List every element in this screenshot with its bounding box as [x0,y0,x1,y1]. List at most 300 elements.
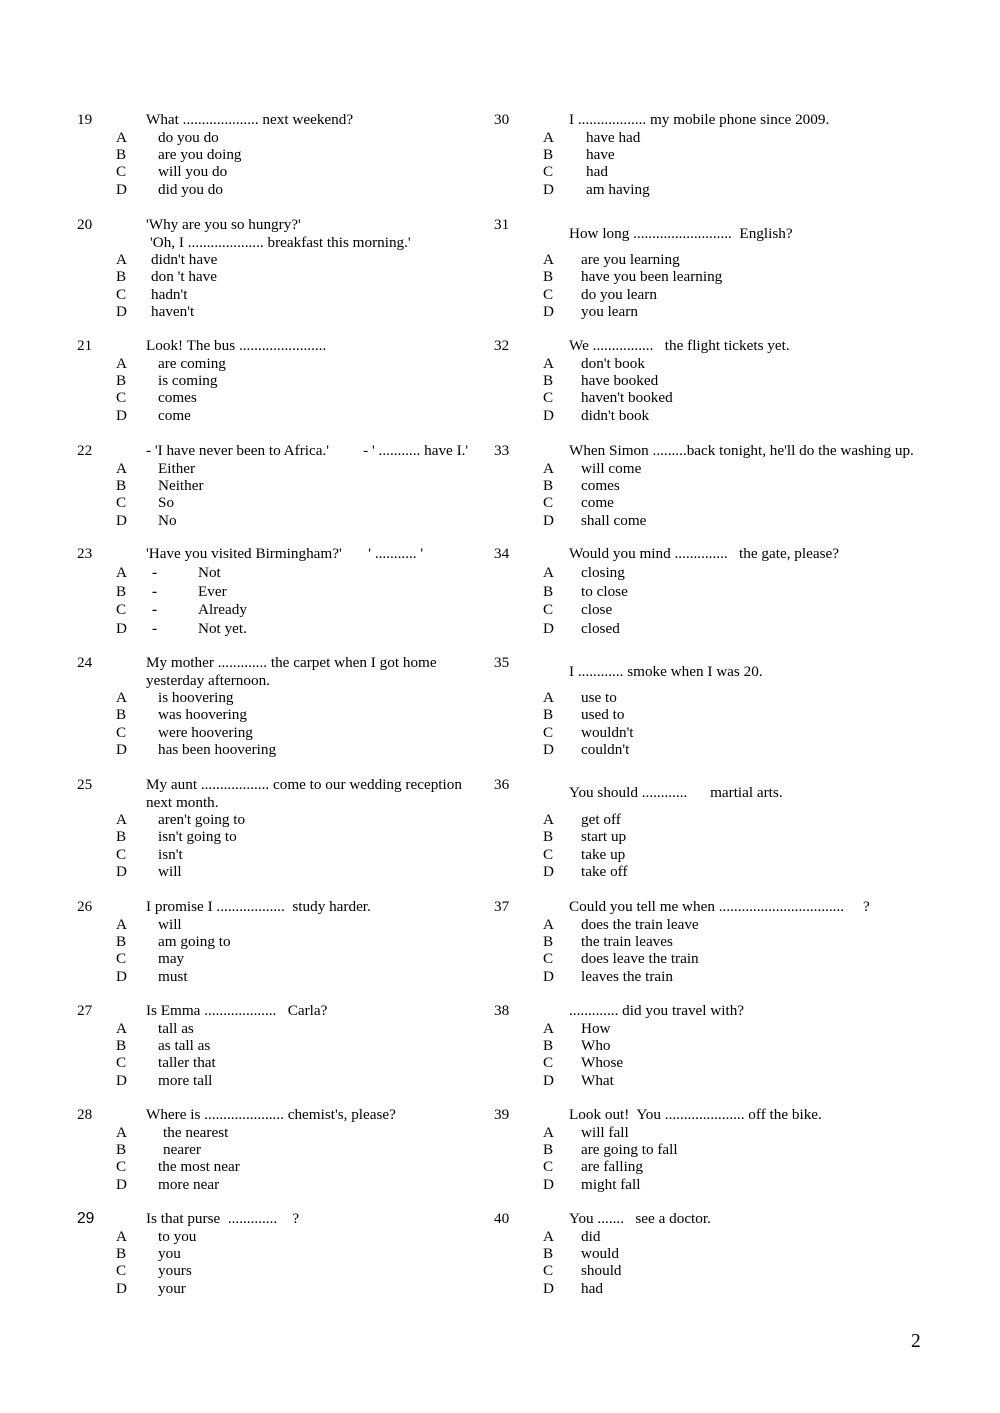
answer-option-a [77,1124,487,1141]
answer-option-a [494,129,914,146]
left-column [77,0,487,1320]
option-text: you [158,1245,181,1263]
option-letter: B [116,828,127,846]
answer-option-b [494,1245,914,1262]
option-letter: D [116,741,127,759]
option-letter: D [543,619,554,637]
option-letter: A [543,564,554,582]
option-text: will fall [581,1123,629,1141]
option-text: the nearest [163,1123,229,1141]
answer-option-a [494,355,914,372]
option-letter: C [116,163,127,181]
question-20 [77,216,487,326]
option-text: does the train leave [581,915,699,933]
answer-option-b [77,828,487,845]
question-number: 30 [494,111,510,129]
option-text: wouldn't [581,723,634,741]
option-text: Not yet. [198,619,247,637]
question-38 [494,1002,914,1112]
option-text: were hoovering [158,723,253,741]
option-text: closed [581,619,620,637]
option-letter: C [116,723,127,741]
option-text: your [158,1279,186,1297]
option-text: will come [581,459,642,477]
question-stem: I promise I .................. study harder. [146,898,371,916]
option-letter: B [116,1141,127,1159]
answer-option-c [77,286,487,303]
option-text: was hoovering [158,706,247,724]
option-letter: D [543,180,554,198]
question-number: 19 [77,111,93,129]
option-text: Neither [158,477,204,495]
answer-option-a [77,1020,487,1037]
question-stem: Could you tell me when ................................. ? [569,898,870,916]
option-letter: B [116,582,127,600]
answer-option-a [494,251,914,268]
question-37 [494,898,914,1008]
option-letter: C [543,723,554,741]
option-letter: A [116,128,127,146]
option-letter: D [116,406,127,424]
question-number: 25 [77,776,93,794]
option-text: shall come [581,511,647,529]
option-text: did you do [158,180,223,198]
question-stem: 'Why are you so hungry?' [146,216,301,234]
option-letter: A [543,354,554,372]
question-number: 37 [494,898,510,916]
question-stem: You should ............ martial arts. [569,784,783,802]
option-letter: A [543,1123,554,1141]
option-text: will you do [158,163,228,181]
option-dash: - [152,601,158,619]
option-letter: C [116,389,127,407]
option-text: don't book [581,354,645,372]
answer-option-d [494,303,914,320]
option-dash: - [152,564,158,582]
question-stem: You ....... see a doctor. [569,1210,711,1228]
option-letter: B [116,933,127,951]
option-letter: B [116,268,127,286]
answer-option-a [77,460,487,477]
option-letter: B [543,582,554,600]
question-stem: - 'I have never been to Africa.' - ' ........... have I.' [146,442,469,460]
option-text: leaves the train [581,967,673,985]
question-number: 34 [494,545,510,563]
answer-option-c [494,1054,914,1071]
question-stem: ............. did you travel with? [569,1002,745,1020]
option-letter: B [116,477,127,495]
answer-option-b [77,1141,487,1158]
answer-option-a [77,355,487,372]
answer-option-d [494,407,914,424]
option-text: am having [586,180,650,198]
option-text: haven't [151,303,195,321]
option-text: comes [581,477,620,495]
question-32 [494,337,914,447]
question-stem: Look out! You ..................... off the bike. [569,1106,822,1124]
page-number: 2 [911,1331,921,1352]
right-column [494,0,914,1320]
option-letter: B [543,1141,554,1159]
question-19 [77,111,487,221]
question-33 [494,442,914,552]
option-text: does leave the train [581,950,699,968]
option-text: are coming [158,354,226,372]
option-letter: C [543,601,554,619]
option-letter: C [116,845,127,863]
option-text: come [581,494,614,512]
answer-option-b [494,1141,914,1158]
option-letter: A [116,915,127,933]
question-number: 35 [494,654,510,672]
option-letter: A [543,689,554,707]
question-stem: Where is ..................... chemist's, please? [146,1106,396,1124]
answer-option-b [494,828,914,845]
answer-option-a [494,460,914,477]
option-text: do you do [158,128,219,146]
question-29 [77,1210,487,1320]
option-letter: A [116,1227,127,1245]
answer-option-d [77,407,487,424]
option-letter: A [543,811,554,829]
option-text: had [586,163,608,181]
question-stem: Is that purse ............. ? [146,1210,300,1228]
option-text: get off [581,811,621,829]
option-text: should [581,1262,622,1280]
answer-option-c [77,494,487,511]
option-text: Who [581,1037,611,1055]
option-text: Whose [581,1054,624,1072]
option-text: comes [158,389,197,407]
question-30 [494,111,914,221]
option-letter: C [543,1158,554,1176]
question-34 [494,545,914,655]
answer-option-d [77,1280,487,1297]
option-letter: B [543,1037,554,1055]
option-letter: B [543,706,554,724]
question-24 [77,654,487,764]
option-text: will [158,863,182,881]
option-text: as tall as [158,1037,211,1055]
question-number: 21 [77,337,93,355]
answer-option-b [494,583,914,600]
question-22 [77,442,487,552]
option-letter: A [543,1227,554,1245]
option-text: to you [158,1227,197,1245]
question-stem: My aunt .................. come to our wedding reception [146,776,462,794]
answer-option-c [494,724,914,741]
answer-option-a [77,564,487,581]
answer-option-d [77,303,487,320]
question-40 [494,1210,914,1320]
question-stem: We ................ the flight tickets yet. [569,337,790,355]
answer-option-b [494,706,914,723]
option-letter: A [116,689,127,707]
option-letter: C [543,1262,554,1280]
question-stem: I ............ smoke when I was 20. [569,663,763,681]
option-text: might fall [581,1175,641,1193]
option-letter: B [116,1245,127,1263]
option-text: are falling [581,1158,643,1176]
option-text: closing [581,564,625,582]
option-letter: A [116,1019,127,1037]
answer-option-c [494,494,914,511]
question-25 [77,776,487,886]
option-letter: B [543,477,554,495]
answer-option-c [77,950,487,967]
option-letter: D [116,511,127,529]
answer-option-c [77,389,487,406]
option-text: have [586,146,615,164]
answer-option-c [77,1158,487,1175]
option-letter: A [543,251,554,269]
option-letter: A [543,1019,554,1037]
answer-option-c [494,286,914,303]
option-text: don 't have [151,268,218,286]
option-text: is hoovering [158,689,234,707]
answer-option-d [77,181,487,198]
answer-option-d [77,1176,487,1193]
answer-option-d [494,512,914,529]
option-text: haven't booked [581,389,673,407]
answer-option-b [77,933,487,950]
option-letter: B [543,828,554,846]
question-28 [77,1106,487,1216]
option-letter: D [543,1071,554,1089]
option-text: Ever [198,582,227,600]
answer-option-c [77,1054,487,1071]
option-text: nearer [163,1141,201,1159]
option-letter: B [116,706,127,724]
question-stem: next month. [146,793,219,811]
answer-option-d [494,1176,914,1193]
option-letter: C [116,285,127,303]
option-letter: A [116,354,127,372]
option-letter: C [543,163,554,181]
option-letter: D [543,967,554,985]
option-text: are you doing [158,146,242,164]
option-text: So [158,494,175,512]
answer-option-c [494,950,914,967]
option-letter: D [543,406,554,424]
answer-option-c [77,724,487,741]
option-letter: D [116,1175,127,1193]
option-letter: D [116,1071,127,1089]
question-36 [494,776,914,886]
option-text: is coming [158,372,218,390]
question-stem: yesterday afternoon. [146,671,270,689]
answer-option-c [494,846,914,863]
option-text: didn't book [581,406,650,424]
option-letter: C [116,601,127,619]
option-text: have you been learning [581,268,723,286]
answer-option-a [77,129,487,146]
option-letter: B [543,372,554,390]
option-text: Either [158,459,196,477]
question-stem: I .................. my mobile phone since 2009. [569,111,830,129]
option-letter: D [543,1279,554,1297]
option-letter: B [543,268,554,286]
answer-option-d [494,1280,914,1297]
question-stem: What .................... next weekend? [146,111,354,129]
option-letter: C [116,494,127,512]
option-letter: A [116,251,127,269]
question-number: 38 [494,1002,510,1020]
option-letter: D [543,1175,554,1193]
answer-option-b [77,1037,487,1054]
option-text: used to [581,706,625,724]
question-number: 26 [77,898,93,916]
option-letter: D [116,619,127,637]
option-letter: A [543,459,554,477]
option-text: didn't have [151,251,218,269]
option-text: did [581,1227,601,1245]
answer-option-d [494,968,914,985]
answer-option-d [494,741,914,758]
option-text: isn't going to [158,828,237,846]
option-letter: C [543,845,554,863]
answer-option-b [494,268,914,285]
option-text: Already [198,601,247,619]
answer-option-d [494,863,914,880]
option-letter: C [543,494,554,512]
answer-option-b [494,372,914,389]
option-text: taller that [158,1054,216,1072]
option-text: more tall [158,1071,213,1089]
option-text: couldn't [581,741,630,759]
option-text: aren't going to [158,811,246,829]
option-letter: B [116,1037,127,1055]
question-26 [77,898,487,1008]
answer-option-a [494,916,914,933]
answer-option-c [494,1262,914,1279]
option-letter: C [116,1158,127,1176]
question-stem: When Simon .........back tonight, he'll do the washing up. [569,442,914,460]
option-letter: B [116,146,127,164]
option-text: you learn [581,303,638,321]
option-letter: A [116,564,127,582]
option-letter: B [543,1245,554,1263]
option-text: start up [581,828,627,846]
question-stem: 'Oh, I .................... breakfast this morning.' [150,233,411,251]
option-text: would [581,1245,619,1263]
option-letter: B [116,372,127,390]
option-text: may [158,950,185,968]
answer-option-b [494,933,914,950]
answer-option-a [494,1020,914,1037]
option-text: Not [198,564,221,582]
option-text: had [581,1279,603,1297]
option-letter: A [116,459,127,477]
answer-option-b [77,1245,487,1262]
option-text: What [581,1071,614,1089]
option-letter: A [543,915,554,933]
question-number: 22 [77,442,93,460]
option-letter: D [543,511,554,529]
question-number: 27 [77,1002,93,1020]
answer-option-a [77,916,487,933]
question-number: 20 [77,216,93,234]
option-text: close [581,601,613,619]
answer-option-d [494,181,914,198]
option-dash: - [152,582,158,600]
option-letter: C [543,950,554,968]
option-text: are going to fall [581,1141,678,1159]
question-number: 33 [494,442,510,460]
answer-option-a [494,811,914,828]
option-text: How [581,1019,611,1037]
answer-option-d [77,512,487,529]
option-letter: D [543,741,554,759]
question-number: 32 [494,337,510,355]
answer-option-a [494,689,914,706]
option-text: to close [581,582,628,600]
question-35 [494,654,914,764]
option-text: use to [581,689,617,707]
option-letter: A [543,128,554,146]
option-text: more near [158,1175,220,1193]
option-letter: B [543,146,554,164]
option-letter: D [543,303,554,321]
question-31 [494,216,914,326]
answer-option-a [77,251,487,268]
option-letter: C [116,1262,127,1280]
answer-option-c [494,1158,914,1175]
option-letter: C [543,1054,554,1072]
option-text: take off [581,863,628,881]
answer-option-b [77,372,487,389]
option-letter: A [116,811,127,829]
answer-option-b [494,1037,914,1054]
question-39 [494,1106,914,1216]
question-number: 36 [494,776,510,794]
answer-option-a [494,1124,914,1141]
question-stem: Is Emma ................... Carla? [146,1002,328,1020]
answer-option-d [77,1072,487,1089]
question-number: 39 [494,1106,510,1124]
question-stem: Would you mind .............. the gate, please? [569,545,839,563]
option-text: are you learning [581,251,680,269]
question-stem: 'Have you visited Birmingham?' ' ........... ' [146,545,424,563]
question-number: 24 [77,654,93,672]
answer-option-d [494,620,914,637]
question-number: 28 [77,1106,93,1124]
question-stem: My mother ............. the carpet when I got home [146,654,437,672]
option-text: have booked [581,372,659,390]
option-text: tall as [158,1019,194,1037]
option-letter: D [116,180,127,198]
answer-option-a [77,1228,487,1245]
answer-option-b [77,583,487,600]
option-text: has been hoovering [158,741,277,759]
answer-option-a [494,564,914,581]
answer-option-d [494,1072,914,1089]
option-letter: B [543,933,554,951]
question-stem: Look! The bus ....................... [146,337,327,355]
answer-option-c [494,163,914,180]
answer-option-a [77,811,487,828]
option-text: hadn't [151,285,188,303]
option-text: must [158,967,188,985]
option-letter: D [116,1279,127,1297]
option-text: the train leaves [581,933,673,951]
option-text: No [158,511,177,529]
answer-option-d [77,863,487,880]
option-text: yours [158,1262,192,1280]
option-text: isn't [158,845,183,863]
answer-option-b [77,268,487,285]
answer-option-b [494,477,914,494]
